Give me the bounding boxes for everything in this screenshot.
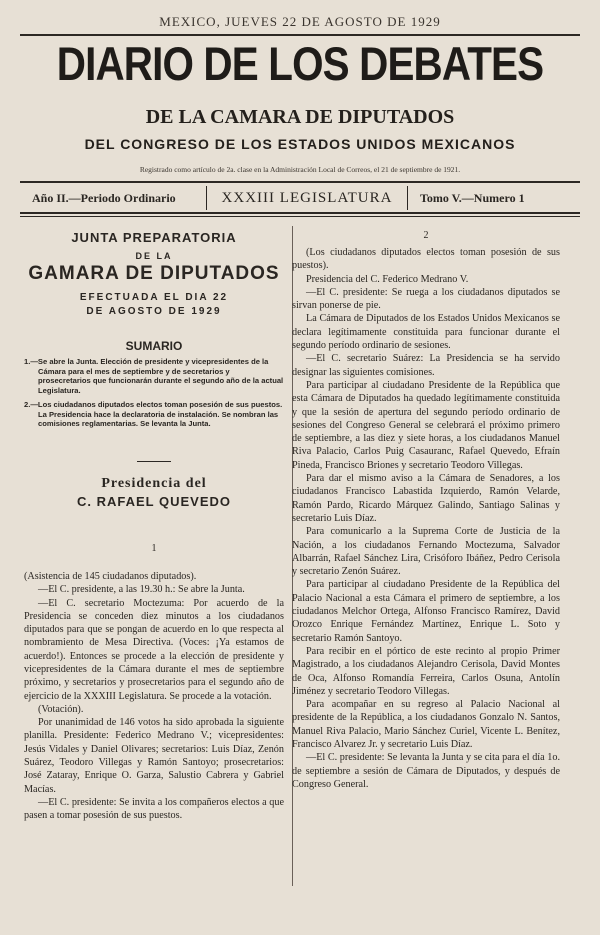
masthead-title: DIARIO DE LOS DEBATES	[56, 37, 544, 90]
infobar-bottom-rule	[20, 212, 580, 214]
paragraph: —El C. secretario Moctezuma: Por acuerdo de la Presidencia se conceden diez minutos a los ciudadanos diputados para que se pongan de acuerdo en lo que respecta al nombramiento de Mesa Directiva. (Voces: ¡Ya estamos de acuerdo!). Entonces se procede a la elección de presidente y vicepresidentes de la Cámara durante el mes de septiembre próximo, y secretarios y prosecretarios para el segundo año de ejercicio de la XXXIII Legislatura. Se procede a la votación.	[24, 597, 284, 702]
issue-info-bar	[20, 186, 580, 210]
paragraph: Para acompañar en su regreso al Palacio Nacional al presidente de la República, a los ciudadanos Gonzalo N. Santos, Manuel Riva Palacio, Mario Sánchez Curiel, Vicente L. Benítez, Francisco Alvarez Jr. y secretario Luis Díaz.	[292, 699, 560, 750]
year-period: Año II.—Periodo Ordinario	[32, 191, 176, 205]
paragraph: Por unanimidad de 146 votos ha sido aprobada la siguiente planilla. Presidente: Federico Medrano V.; vicepresidentes: Jesús Vidales y Daniel Olivares; secretarios: Luis Díaz, Zenón Suárez, Teodoro Villegas y Ramón Santoyo; prosecretarios: José Zataray, Enrique O. Garza, Salustio Cabrera y Gabriel Macías.	[24, 717, 284, 795]
paragraph: Para participar al ciudadano Presidente de la República que esta Cámara de Diputados ha quedado legítimamente constituida y que la sesión de apertura del segundo período ordinario de sesiones del Congreso General se celebrará el próximo primero de septiembre, a las diez y siete horas, a los ciudadanos Manuel Riva Palacio, Carlos Puig Casauranc, Rafael Quevedo, Efraín Pineda, Francisco Briones y secretario Teodoro Villegas.	[292, 379, 560, 471]
sumario-title: SUMARIO	[125, 339, 183, 353]
top-rule	[20, 34, 580, 36]
paragraph: —El C. presidente, a las 19.30 h.: Se abre la Junta.	[38, 584, 245, 596]
masthead-subtitle: DE LA CAMARA DE DIPUTADOS	[145, 106, 455, 128]
paragraph: —El C. presidente: Se invita a los compañeros electos a que pasen a tomar posesión de sus puestos.	[24, 796, 284, 822]
infobar-bottom-thin-rule	[20, 216, 580, 217]
right-column	[292, 230, 560, 791]
heading-camara: GAMARA DE DIPUTADOS	[28, 263, 280, 284]
infobar-top-rule	[20, 181, 580, 183]
paragraph: (Los ciudadanos diputados electos toman posesión de sus puestos).	[292, 247, 560, 272]
paragraph: (Asistencia de 145 ciudadanos diputados).	[24, 570, 197, 582]
paragraph: La Cámara de Diputados de los Estados Unidos Mexicanos se declara legítimamente constituida para funcionar durante el segundo período ordinario de sesiones.	[292, 313, 560, 352]
volume-number: Tomo V.—Numero 1	[420, 191, 525, 205]
president-name: C. RAFAEL QUEVEDO	[76, 493, 231, 509]
paragraph: —El C. presidente: Se levanta la Junta y se cita para el día 1o. de septiembre a sesión de Cámara de Diputados, y después de Congreso General.	[292, 752, 560, 790]
left-column	[24, 230, 284, 823]
separator-rule	[137, 461, 171, 462]
paragraph: Presidencia del C. Federico Medrano V.	[306, 273, 469, 285]
sumario-item: 2.—Los ciudadanos diputados electos toman posesión de sus puestos. La Presidencia hace la declaratoria de instalación. Se nombran las comisiones reglamentarias. Se levanta la Junta.	[24, 399, 283, 429]
dateline: MEXICO, JUEVES 22 DE AGOSTO DE 1929	[159, 14, 441, 29]
registration-note: Registrado como artículo de 2a. clase en la Administración Local de Correos, el 21 de septiembre de 1921.	[139, 165, 461, 174]
heading-fecha-line2: DE AGOSTO DE 1929	[86, 306, 222, 317]
paragraph: —El C. secretario Suárez: La Presidencia se ha servido designar las siguientes comisiones.	[292, 353, 560, 378]
heading-junta: JUNTA PREPARATORIA	[71, 230, 237, 245]
paragraph: Para comunicarlo a la Suprema Corte de Justicia de la Nación, a los ciudadanos Fernando Moctezuma, Salvador Albarrán, Rafael Sánchez Lira, Crisóforo Ibáñez, Pedro Cerisola y secretario Zenón Suárez.	[292, 526, 560, 578]
left-body	[24, 570, 284, 823]
paragraph: —El C. presidente: Se ruega a los ciudadanos diputados se sirvan ponerse de pie.	[292, 286, 560, 312]
masthead-subtitle-congress: DEL CONGRESO DE LOS ESTADOS UNIDOS MEXICANOS	[84, 136, 516, 152]
paragraph: (Votación).	[38, 703, 84, 715]
heading-fecha-line1: EFECTUADA EL DIA 22	[79, 292, 229, 303]
heading-fecha	[24, 291, 284, 319]
right-body	[292, 246, 560, 791]
section-number-1: 1	[151, 542, 157, 554]
sumario-item: 1.—Se abre la Junta. Elección de presidente y vicepresidentes de la Cámara para el mes de septiembre y de secretarios y prosecretarios que funcionarán durante el segundo año de la actual Legislatura.	[24, 357, 284, 396]
paragraph: Para dar el mismo aviso a la Cámara de Senadores, a los ciudadanos Francisco Labastida Izquierdo, Ramón Velarde, Ramón Pardo, Ricardo Márquez Galindo, Santiago Salinas y secretario Luis Díaz.	[292, 473, 560, 524]
paragraph: Para participar al ciudadano Presidente de la República del Palacio Nacional a esta Cámara el primero de septiembre, a los ciudadanos Melchor Ortega, Alfonso Francisco Ramírez, David Orozco Enrique Fernández Martínez, Enrique L. Soto y secretario Ramón Santoyo.	[292, 579, 560, 644]
legislature: XXXIII LEGISLATURA	[206, 186, 408, 210]
presidencia-heading: Presidencia del	[101, 475, 207, 491]
paragraph: Para recibir en el pórtico de este recinto al propio Primer Magistrado, a los ciudadanos Alejandro Cerisola, David Montes de Oca, Alfonso Romandía Ferreira, Carlos Osuna, Antolín Jiménez y secretario Teodoro Villegas.	[292, 645, 560, 697]
heading-de-la: DE LA	[135, 251, 173, 261]
section-number-2: 2	[423, 230, 429, 241]
